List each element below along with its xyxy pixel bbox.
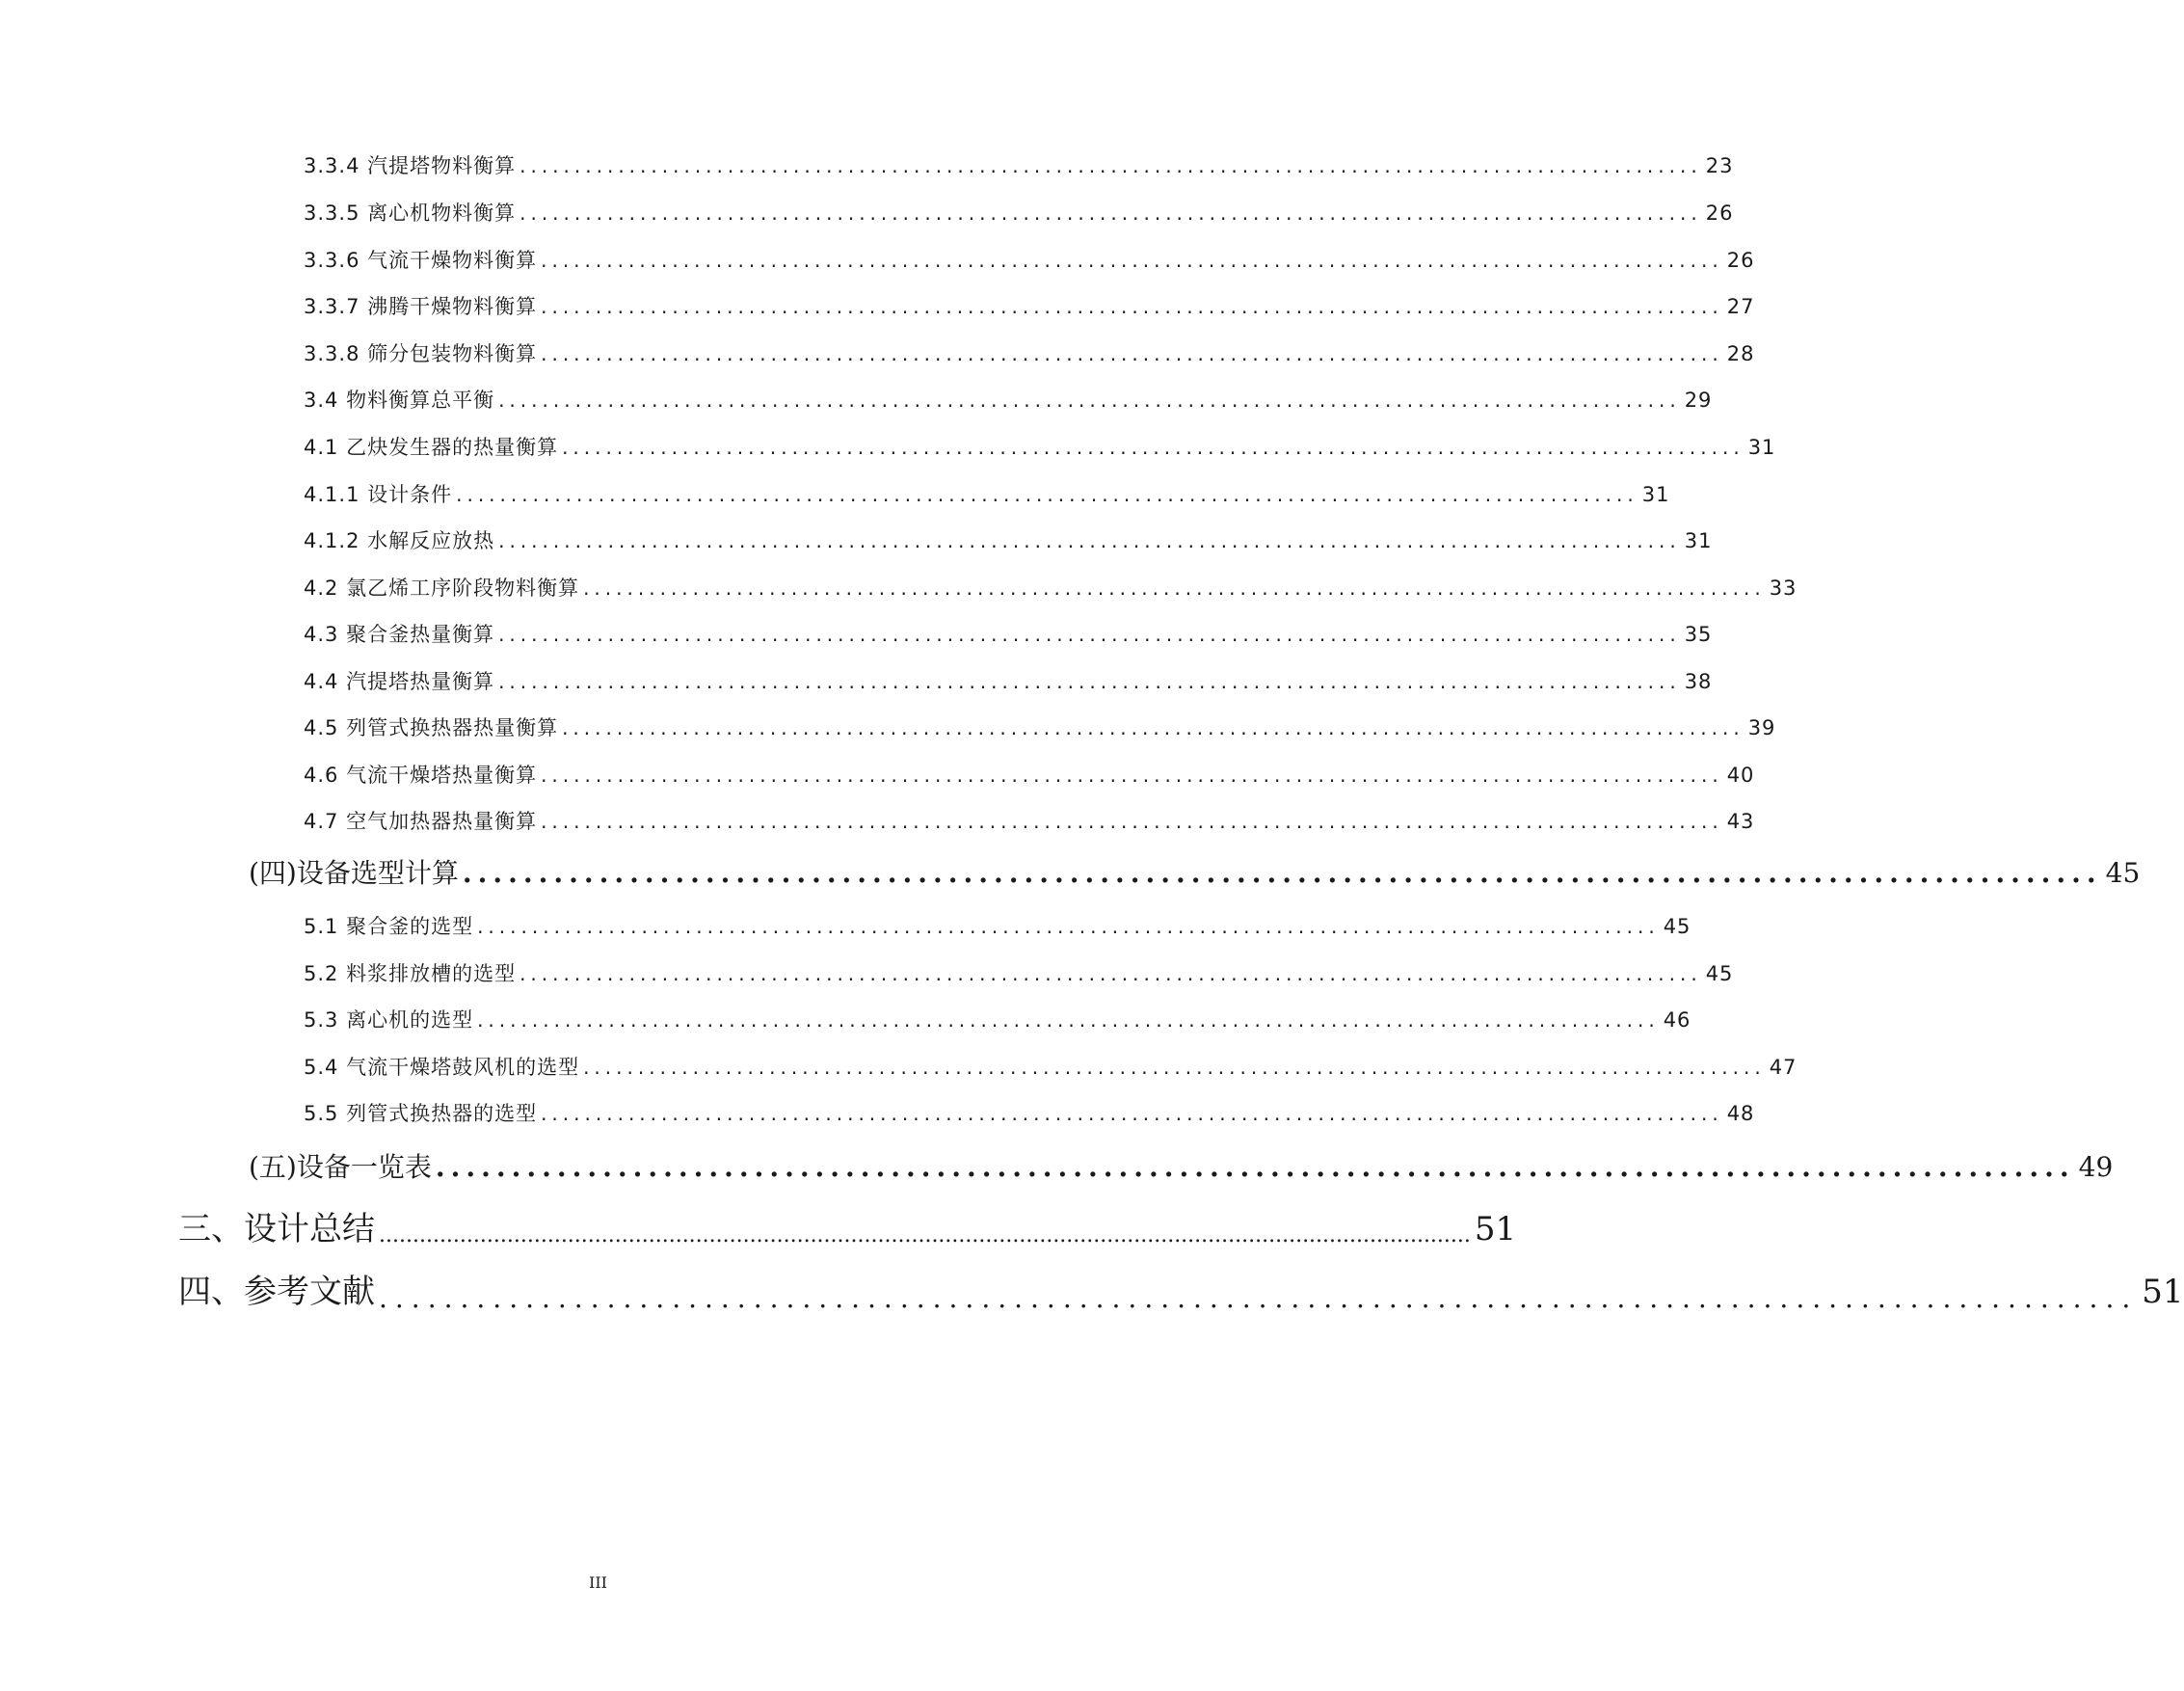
toc-entry-title: 5.5 列管式换热器的选型 bbox=[304, 1102, 538, 1125]
toc-entry-title: 5.3 离心机的选型 bbox=[304, 1008, 474, 1032]
toc-entry-page: 26 bbox=[1705, 201, 1734, 225]
toc-entry-page: 49 bbox=[2078, 1151, 2114, 1183]
toc-entry-title: 5.1 聚合釜的选型 bbox=[304, 915, 474, 938]
toc-entry-page: 40 bbox=[1726, 764, 1755, 787]
toc-entry[interactable] bbox=[304, 1053, 1798, 1082]
toc-leader-dots: ............................................................................................................ bbox=[498, 623, 1681, 646]
toc-entry-page: 26 bbox=[1726, 249, 1755, 272]
toc-entry[interactable] bbox=[249, 1150, 2114, 1185]
toc-entry-title: 5.2 料浆排放槽的选型 bbox=[304, 962, 517, 985]
toc-entry[interactable] bbox=[304, 151, 1734, 180]
toc-entry-page: 33 bbox=[1769, 577, 1798, 600]
toc-entry-title: 3.3.4 汽提塔物料衡算 bbox=[304, 154, 517, 177]
toc-entry[interactable] bbox=[304, 386, 1713, 415]
toc-entry[interactable] bbox=[304, 339, 1755, 368]
toc-entry[interactable] bbox=[304, 574, 1798, 603]
toc-leader-dots: ............................................................................................................ bbox=[519, 201, 1702, 225]
toc-leader-dots: ............................................................................................................ bbox=[541, 342, 1723, 365]
toc-entry[interactable] bbox=[304, 526, 1713, 555]
toc-leader-dots: ............................................................................................................ bbox=[456, 483, 1638, 506]
page-number: III bbox=[589, 1573, 607, 1592]
toc-entry-page: 29 bbox=[1684, 389, 1713, 412]
toc-entry-title: (四)设备选型计算 bbox=[249, 857, 459, 889]
toc-leader-dots: ............................................................................................................ bbox=[477, 1008, 1660, 1032]
toc-entry-title: 5.4 气流干燥塔鼓风机的选型 bbox=[304, 1056, 580, 1079]
toc-leader-dots: ............................................................................................................ bbox=[379, 1282, 2139, 1314]
toc-entry-title: 3.4 物料衡算总平衡 bbox=[304, 389, 495, 412]
toc-entry-title: 4.1 乙炔发生器的热量衡算 bbox=[304, 436, 559, 459]
toc-entry-page: 27 bbox=[1726, 295, 1755, 318]
toc-entry-page: 38 bbox=[1684, 670, 1713, 693]
toc-leader-dots: ............................................................................................................ bbox=[541, 249, 1723, 272]
toc-entry-title: 4.2 氯乙烯工序阶段物料衡算 bbox=[304, 577, 580, 600]
toc-entry-title: 3.3.5 离心机物料衡算 bbox=[304, 201, 517, 225]
toc-entry[interactable] bbox=[304, 199, 1734, 228]
toc-entry-page: 31 bbox=[1641, 483, 1670, 506]
toc-entry[interactable] bbox=[304, 246, 1755, 275]
toc-entry-title: 三、设计总结 bbox=[178, 1210, 375, 1248]
toc-entry-page: 31 bbox=[1684, 529, 1713, 552]
toc-entry[interactable] bbox=[178, 1208, 1517, 1250]
toc-entry[interactable] bbox=[304, 667, 1713, 696]
toc-entry-page: 48 bbox=[1726, 1102, 1755, 1125]
toc-entry-title: 3.3.8 筛分包装物料衡算 bbox=[304, 342, 538, 365]
toc-leader-dots: ............................................................................................................ bbox=[498, 389, 1681, 412]
toc-entry[interactable] bbox=[304, 959, 1734, 988]
toc-leader-dots: ............................................................................................................ bbox=[583, 1056, 1766, 1079]
toc-entry-title: 3.3.6 气流干燥物料衡算 bbox=[304, 249, 538, 272]
toc-entry-page: 23 bbox=[1705, 154, 1734, 177]
toc-entry[interactable] bbox=[304, 480, 1670, 509]
toc-leader-dots: ............................................................................................................ bbox=[498, 670, 1681, 693]
toc-entry[interactable] bbox=[304, 1099, 1755, 1128]
toc-entry-page: 43 bbox=[1726, 810, 1755, 833]
toc-leader-dots: ............................................................................................................ bbox=[498, 529, 1681, 552]
toc-leader-dots: ............................................................................................................ bbox=[541, 810, 1723, 833]
toc-entry[interactable] bbox=[304, 620, 1713, 649]
toc-entry[interactable] bbox=[304, 1006, 1691, 1034]
toc-entry-page: 35 bbox=[1684, 623, 1713, 646]
toc-entry-page: 45 bbox=[1705, 962, 1734, 985]
toc-entry-page: 51 bbox=[2142, 1273, 2184, 1311]
toc-entry-page: 51 bbox=[1474, 1210, 1517, 1248]
toc-entry-page: 46 bbox=[1663, 1008, 1691, 1032]
toc-leader-dots: ............................................................................................................ bbox=[519, 962, 1702, 985]
toc-entry-title: 四、参考文献 bbox=[178, 1273, 375, 1311]
toc-entry-page: 45 bbox=[1663, 915, 1691, 938]
toc-leader-dots: ............................................................................................................ bbox=[583, 577, 1766, 600]
toc-entry-page: 47 bbox=[1769, 1056, 1798, 1079]
toc-entry[interactable] bbox=[304, 433, 1776, 462]
toc-entry-title: (五)设备一览表 bbox=[249, 1151, 432, 1183]
toc-entry[interactable] bbox=[304, 292, 1755, 321]
toc-entry[interactable] bbox=[304, 912, 1691, 941]
toc-entry-title: 4.4 汽提塔热量衡算 bbox=[304, 670, 495, 693]
toc-leader-dots: ............................................................................................................ bbox=[435, 1151, 2075, 1183]
toc-entry[interactable] bbox=[304, 761, 1755, 790]
toc-entry-page: 28 bbox=[1726, 342, 1755, 365]
toc-leader-dots: ............................................................................................................ bbox=[462, 857, 2102, 889]
toc-entry[interactable] bbox=[249, 856, 2141, 891]
toc-entry-page: 31 bbox=[1747, 436, 1776, 459]
toc-entry-page: 45 bbox=[2105, 857, 2141, 889]
toc-entry[interactable] bbox=[304, 807, 1755, 836]
toc-entry-title: 4.3 聚合釜热量衡算 bbox=[304, 623, 495, 646]
toc-entry-page: 39 bbox=[1747, 716, 1776, 739]
toc-entry[interactable] bbox=[178, 1271, 2184, 1314]
toc-leader-dots: ............................................................................................................ bbox=[541, 1102, 1723, 1125]
toc-leader-dots: ............................................................................................................ bbox=[541, 764, 1723, 787]
toc-entry[interactable] bbox=[304, 713, 1776, 742]
toc-entry-title: 4.5 列管式换热器热量衡算 bbox=[304, 716, 559, 739]
toc-leader-dots: ............................................................................................................ bbox=[562, 716, 1745, 739]
toc-entry-title: 4.6 气流干燥塔热量衡算 bbox=[304, 764, 538, 787]
toc-entry-title: 3.3.7 沸腾干燥物料衡算 bbox=[304, 295, 538, 318]
toc-leader-dots: ............................................................................................................ bbox=[541, 295, 1723, 318]
toc-leader-dots: ............................................................................................................ bbox=[477, 915, 1660, 938]
toc-leader-dots: ............................................................................................................ bbox=[519, 154, 1702, 177]
toc-entry-title: 4.1.1 设计条件 bbox=[304, 483, 453, 506]
toc-leader-dots: ............................................................................................................ bbox=[562, 436, 1745, 459]
toc-leader-dots: .................................................................................................................................................................. bbox=[379, 1223, 1471, 1248]
toc-entry-title: 4.7 空气加热器热量衡算 bbox=[304, 810, 538, 833]
toc-entry-title: 4.1.2 水解反应放热 bbox=[304, 529, 495, 552]
